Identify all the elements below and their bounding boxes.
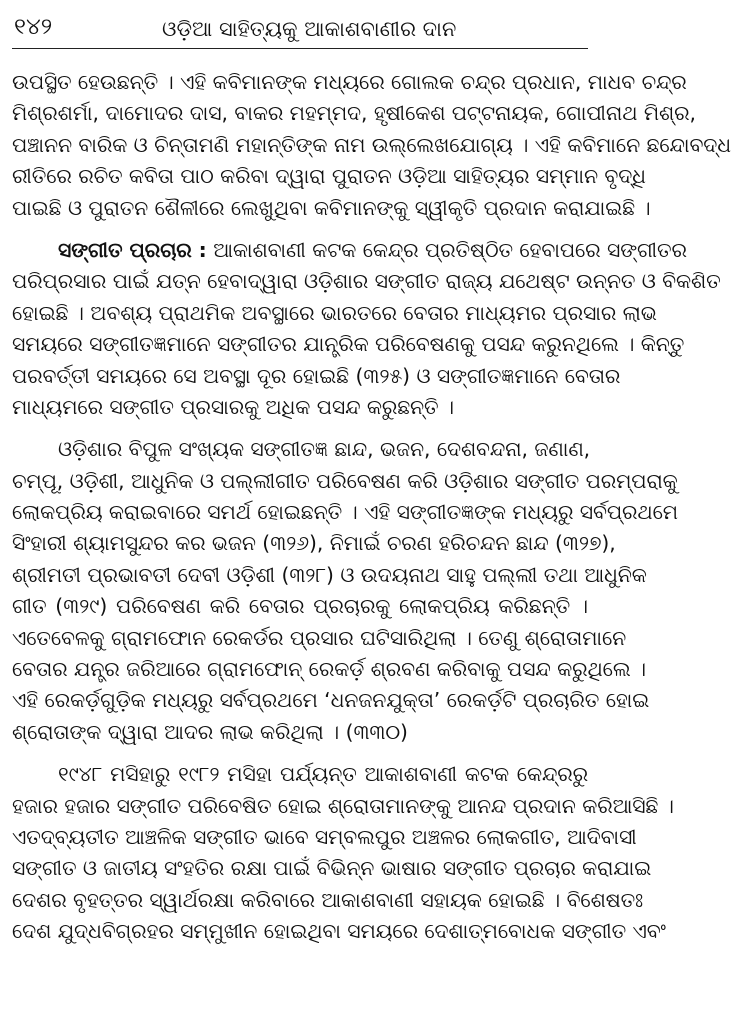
text-line: ଉପସ୍ଥିତ ହେଉଛନ୍ତି । ଏହି କବିମାନଙ୍କ ମଧ୍ୟରେ ଗୋଲକ ଚନ୍ଦ୍ର ପ୍ରଧାନ, ମାଧବ ଚନ୍ଦ୍ର xyxy=(12,70,687,94)
text-line: ଶ୍ରୋତାଙ୍କ ଦ୍ୱାରା ଆଦର ଲାଭ କରିଥିଲା । (୩୩୦) xyxy=(12,719,408,744)
running-title: ଓଡ଼ିଆ ସାହିତ୍ୟକୁ ଆକାଶବାଣୀର ଦାନ xyxy=(162,17,457,41)
text-line: ପରିପ୍ରସାର ପାଇଁ ଯତ୍ନ ହେବାଦ୍ୱାରା ଓଡ଼ିଶାର ସଙ୍ଗୀତ ରାଜ୍ୟ ଯଥେଷ୍ଟ ଉନ୍ନତ ଓ ବିକଶିତ xyxy=(12,269,721,294)
text-line: ହଜାର ହଜାର ସଙ୍ଗୀତ ପରିବେଷିତ ହୋଇ ଶ୍ରୋତାମାନଙ୍କୁ ଆନନ୍ଦ ପ୍ରଦାନ କରିଆସିଛି । xyxy=(12,793,674,818)
text-line: ପାଇଛି ଓ ପୁରାତନ ଶୈଳୀରେ ଲେଖୁଥିବା କବିମାନଙ୍କୁ ସ୍ୱୀକୃତି ପ୍ରଦାନ କରାଯାଇଛି । xyxy=(12,195,651,220)
paragraph-4 xyxy=(12,759,674,947)
text-line: ଏତଦ୍‌ବ୍ୟତୀତ ଆଞ୍ଚଳିକ ସଙ୍ଗୀତ ଭାବେ ସମ୍ବଲପୁର ଅଞ୍ଚଳର ଲୋକଗୀତ, ଆଦିବାସୀ xyxy=(12,824,637,849)
section-heading-line xyxy=(12,235,687,266)
text-line: ଦେଶର ବୃହତ୍ତର ସ୍ୱାର୍ଥରକ୍ଷା କରିବାରେ ଆକାଶବାଣୀ ସହାୟକ ହୋଇଛି । ବିଶେଷତଃ xyxy=(12,887,643,912)
page-header xyxy=(12,8,588,49)
paragraph-1 xyxy=(12,67,731,224)
text-line: ଲୋକପ୍ରିୟ କରାଇବାରେ ସମର୍ଥ ହୋଇଛନ୍ତି । ଏହି ସଙ୍ଗୀତଜ୍ଞଙ୍କ ମଧ୍ୟରୁ ସର୍ବପ୍ରଥମେ xyxy=(12,500,678,525)
text-line: ମିଶ୍ରଶର୍ମା, ଦାମୋଦର ଦାସ, ବାକର ମହମ୍ମଦ, ହୃଷୀକେଶ ପଟ୍ଟନାୟକ, ଗୋପୀନାଥ ମିଶ୍ର, xyxy=(12,101,696,126)
text-line: ଏହି ରେକର୍ଡ଼ଗୁଡ଼ିକ ମଧ୍ୟରୁ ସର୍ବପ୍ରଥମେ ‘ଧନଜନଯୁକ୍ତା’ ରେକର୍ଡ଼ଟି ପ୍ରଚାରିତ ହୋଇ xyxy=(12,688,650,713)
text-line: ଶ୍ରୀମତୀ ପ୍ରଭାବତୀ ଦେବୀ ଓଡ଼ିଶୀ (୩୨୮) ଓ ଉଦୟନାଥ ସାହୁ ପଲ୍ଲୀ ତଥା ଆଧୁନିକ xyxy=(12,562,647,587)
text-line: ହୋଇଛି । ଅବଶ୍ୟ ପ୍ରାଥମିକ ଅବସ୍ଥାରେ ଭାରତରେ ବେତାର ମାଧ୍ୟମର ପ୍ରସାର ଲାଭ xyxy=(12,300,657,325)
section-heading: ସଙ୍ଗୀତ ପ୍ରଚାର : xyxy=(58,237,207,262)
text-line: ପରବର୍ତ୍ତୀ ସମୟରେ ସେ ଅବସ୍ଥା ଦୂର ହୋଇଛି (୩୨୫) ଓ ସଙ୍ଗୀତଜ୍ଞମାନେ ବେତାର xyxy=(12,363,621,388)
text-line: ଚମ୍ପୂ, ଓଡ଼ିଶୀ, ଆଧୁନିକ ଓ ପଲ୍ଲୀଗୀତ ପରିବେଷଣ କରି ଓଡ଼ିଶାର ସଙ୍ଗୀତ ପରମ୍ପରାକୁ xyxy=(12,468,678,493)
text-line: ପଞ୍ଚାନନ ବାରିକ ଓ ଚିନ୍ତାମଣି ମହାନ୍ତିଙ୍କ ନାମ ଉଲ୍ଲେଖଯୋଗ୍ୟ । ଏହି କବିମାନେ ଛନ୍ଦୋବଦ୍ଧ xyxy=(12,132,731,157)
text-run: ଆକାଶବାଣୀ କଟକ କେନ୍ଦ୍ର ପ୍ରତିଷ୍ଠିତ ହେବାପରେ ସଙ୍ଗୀତର xyxy=(213,237,687,262)
paragraph-3 xyxy=(12,434,678,748)
paragraph-spacer xyxy=(12,224,588,235)
text-line: ମାଧ୍ୟମରେ ସଙ୍ଗୀତ ପ୍ରସାରକୁ ଅଧିକ ପସନ୍ଦ କରୁଛନ୍ତି । xyxy=(12,394,455,419)
text-line: ଦେଶ ଯୁଦ୍ଧବିଗ୍ରହର ସମ୍ମୁଖୀନ ହୋଇଥିବା ସମୟରେ ଦେଶାତ୍ମବୋଧକ ସଙ୍ଗୀତ ଏବଂ xyxy=(12,919,666,944)
text-line: ୧୯୪୮ ମସିହାରୁ ୧୯୮୨ ମସିହା ପର୍ଯ୍ୟନ୍ତ ଆକାଶବାଣୀ କଟକ କେନ୍ଦ୍ରରୁ xyxy=(58,762,588,787)
page-number: ୧୪୨ xyxy=(14,14,53,40)
text-line: ସଙ୍ଗୀତ ଓ ଜାତୀୟ ସଂହତିର ରକ୍ଷା ପାଇଁ ବିଭିନ୍ନ ଭାଷାର ସଙ୍ଗୀତ ପ୍ରଚାର କରାଯାଇ xyxy=(12,856,652,881)
paragraph-spacer xyxy=(12,423,588,434)
paragraph-spacer xyxy=(12,748,588,759)
text-line: ସମୟରେ ସଙ୍ଗୀତଜ୍ଞମାନେ ସଙ୍ଗୀତର ଯାନ୍ତ୍ରିକ ପରିବେଷଣକୁ ପସନ୍ଦ କରୁନଥିଲେ । କିନ୍ତୁ xyxy=(12,332,685,357)
text-line: ଓଡ଼ିଶାର ବିପୁଳ ସଂଖ୍ୟକ ସଙ୍ଗୀତଜ୍ଞ ଛାନ୍ଦ, ଭଜନ, ଦେଶବନ୍ଦନା, ଜଣାଣ, xyxy=(58,437,591,462)
text-line: ବେତାର ଯନ୍ତ୍ର ଜରିଆରେ ଗ୍ରାମଫୋନ୍ ରେକର୍ଡ଼ ଶ୍ରବଣ କରିବାକୁ ପସନ୍ଦ କରୁଥିଲେ । xyxy=(12,657,647,682)
paragraph-2 xyxy=(12,235,721,423)
text-line: ଗୀତ (୩୨୯) ପରିବେଷଣ କରି ବେତାର ପ୍ରଚାରକୁ ଲୋକପ୍ରିୟ କରିଛନ୍ତି । xyxy=(12,594,588,619)
text-line: ରୀତିରେ ରଚିତ କବିତା ପାଠ କରିବା ଦ୍ୱାରା ପୁରାତନ ଓଡ଼ିଆ ସାହିତ୍ୟର ସମ୍ମାନ ବୃଦ୍ଧି xyxy=(12,164,646,189)
text-line: ଏତେବେଳକୁ ଗ୍ରାମଫୋନ ରେକର୍ଡର ପ୍ରସାର ଘଟିସାରିଥିଲା । ତେଣୁ ଶ୍ରୋତାମାନେ xyxy=(12,625,627,650)
text-line: ସିଂହାରୀ ଶ୍ୟାମସୁନ୍ଦର କର ଭଜନ (୩୨୬), ନିମାଇଁ ଚରଣ ହରିଚନ୍ଦନ ଛାନ୍ଦ (୩୨୭), xyxy=(12,531,616,556)
